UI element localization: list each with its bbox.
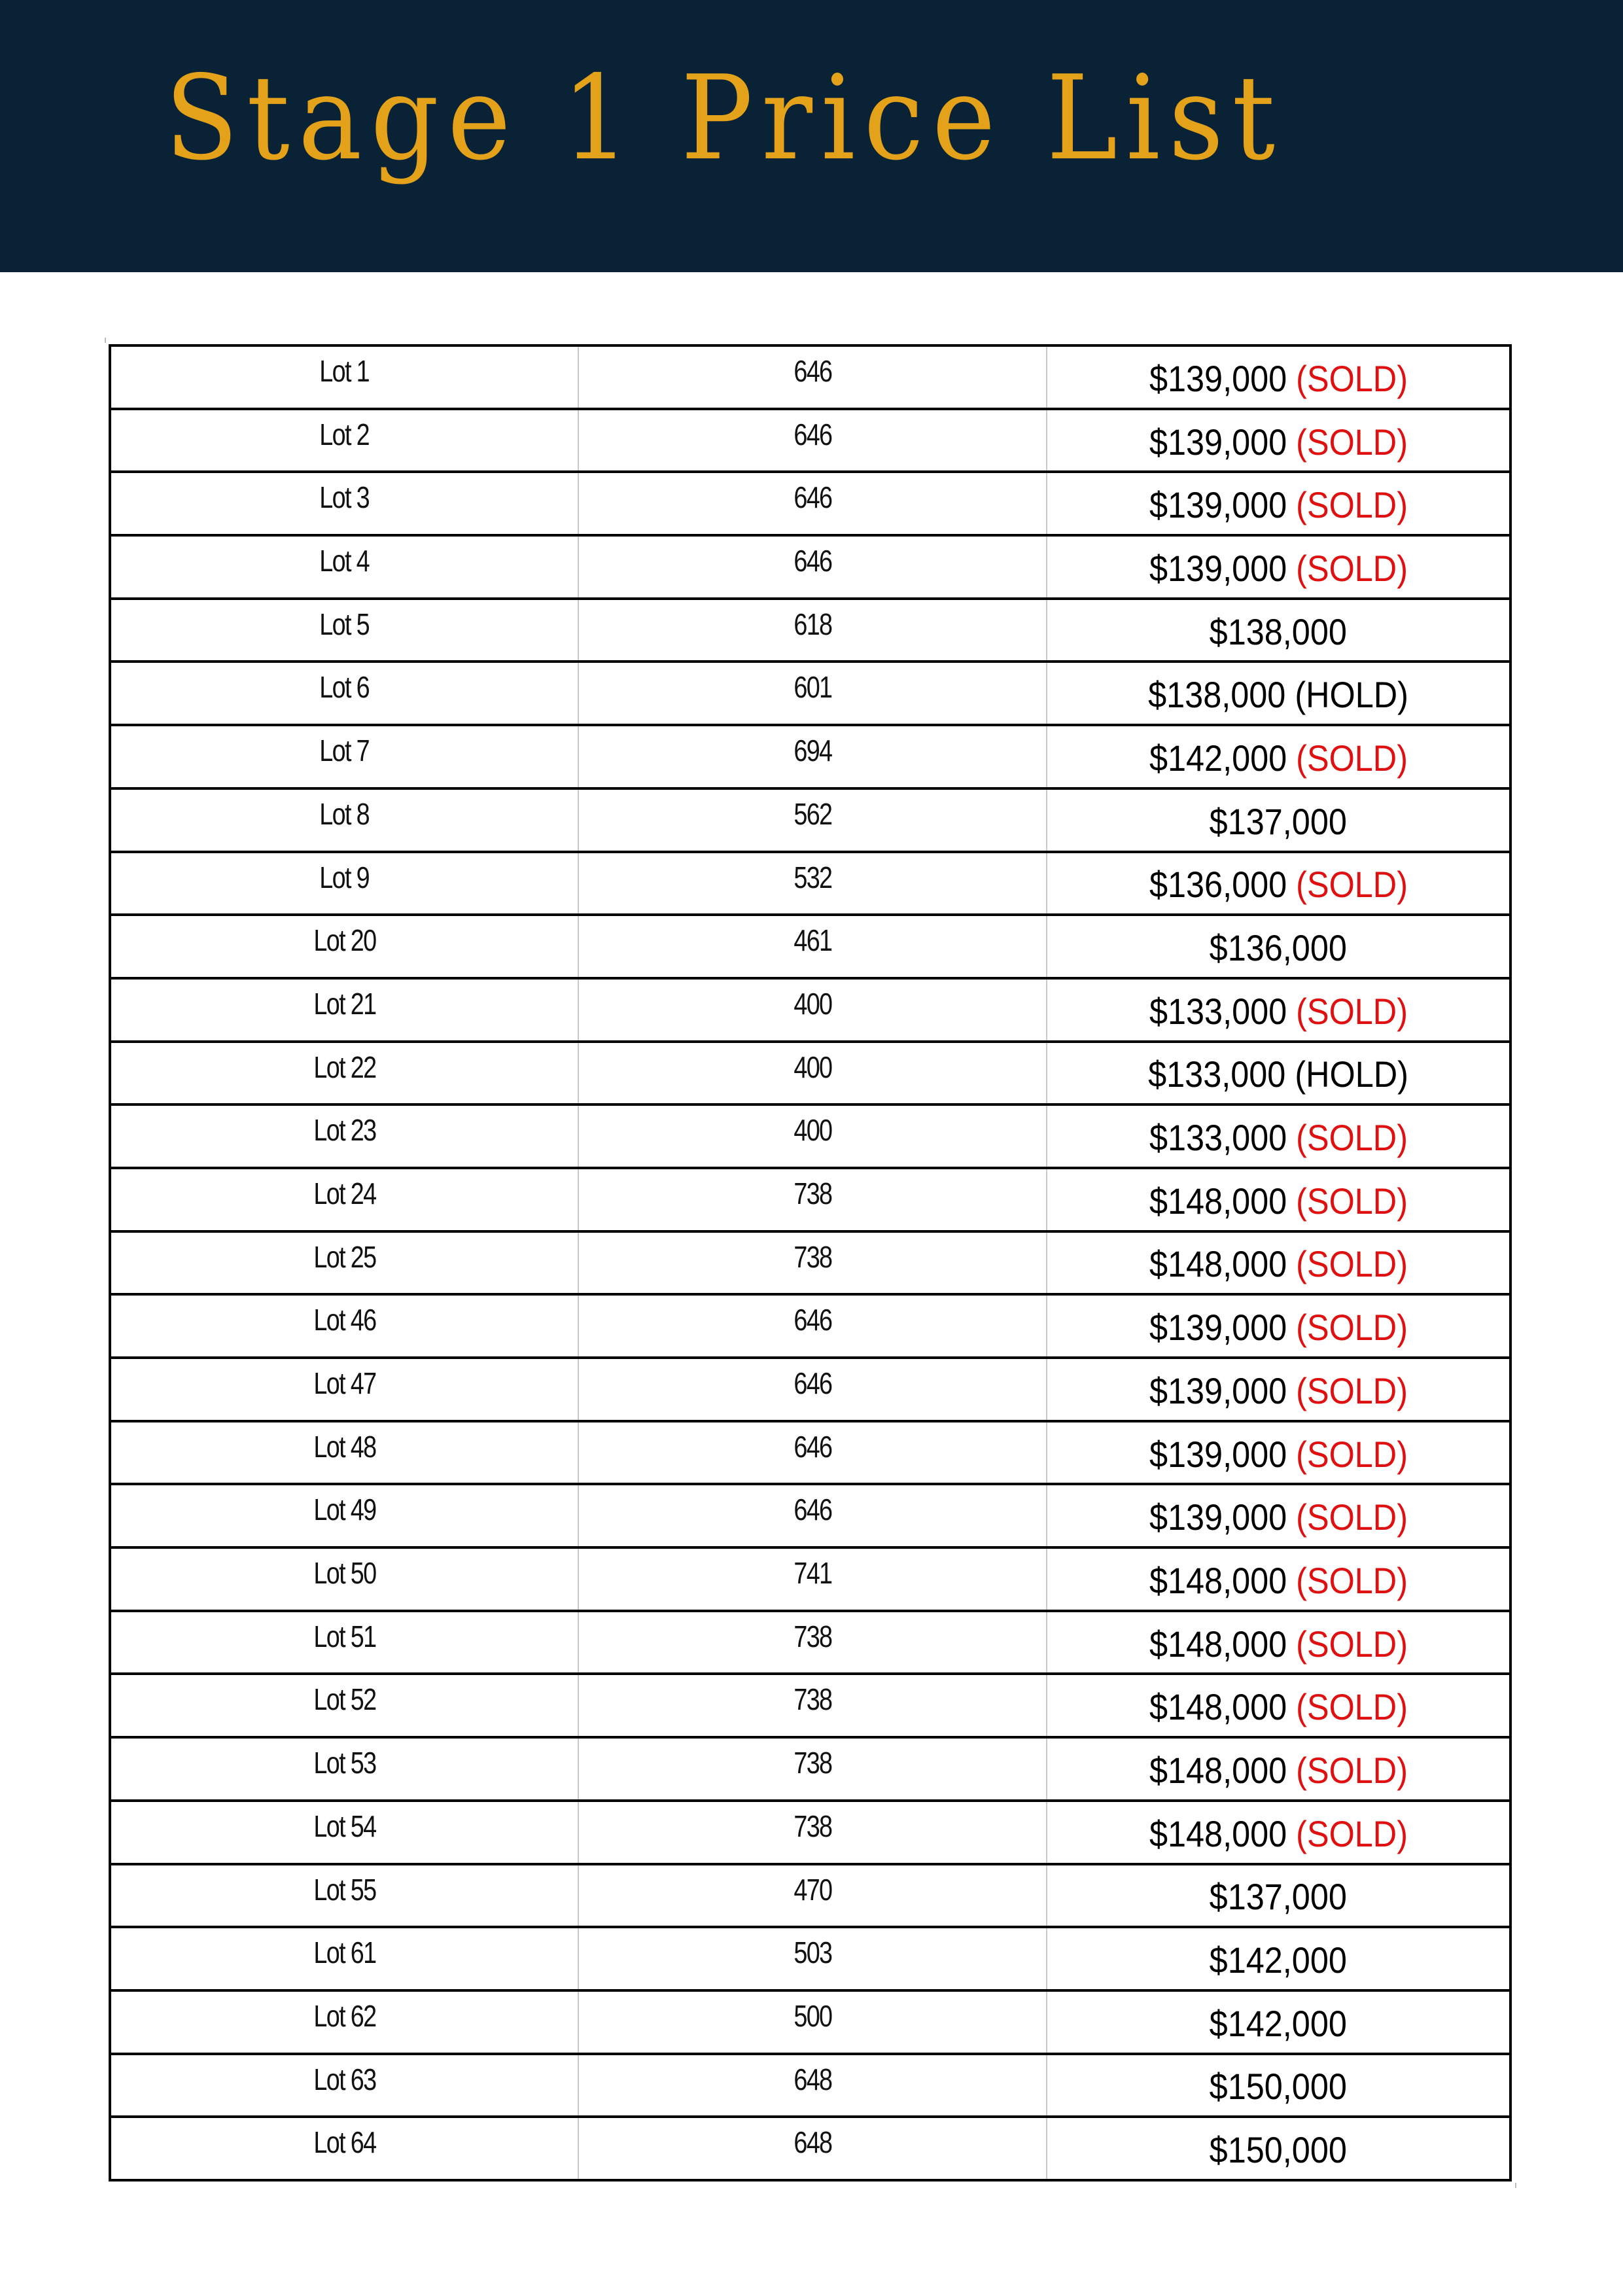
price-cell [1047,1739,1509,1799]
price-value: $138,000 [1148,674,1286,716]
size-cell [579,916,1047,977]
lot-label: Lot 1 [319,354,370,388]
price-value: $133,000 [1149,990,1287,1032]
status-badge: (SOLD) [1295,990,1408,1032]
price-cell [1047,1992,1509,2053]
lot-label: Lot 4 [319,544,370,578]
lot-label: Lot 61 [313,1935,376,1970]
lot-size: 738 [793,1619,832,1653]
price-value: $139,000 [1149,357,1287,399]
table-row [111,1422,1509,1486]
status-badge: (SOLD) [1295,547,1408,589]
status-badge: (SOLD) [1295,357,1408,399]
price-value: $136,000 [1149,864,1287,906]
lot-size: 646 [793,1429,832,1464]
table-row [111,980,1509,1043]
lot-size: 738 [793,1682,832,1717]
price-cell [1047,537,1509,597]
lot-size: 400 [793,1113,832,1148]
lot-size: 470 [793,1872,832,1907]
price-cell [1047,853,1509,914]
lot-label: Lot 6 [319,670,370,705]
table-row [111,1802,1509,1865]
price-value: $148,000 [1149,1812,1287,1854]
price-value: $139,000 [1149,1433,1287,1475]
price-value: $133,000 [1148,1053,1286,1095]
lot-cell [111,2055,579,2116]
price-cell [1047,600,1509,661]
status-badge: (SOLD) [1295,1686,1408,1728]
size-cell [579,1043,1047,1104]
lot-size: 648 [793,2062,832,2096]
crop-mark [105,338,106,343]
price-value: $139,000 [1149,421,1287,463]
table-row [111,1612,1509,1676]
price-value: $139,000 [1149,1369,1287,1411]
lot-label: Lot 46 [313,1303,376,1337]
status-badge: (SOLD) [1295,1433,1408,1475]
lot-size: 400 [793,986,832,1021]
size-cell [579,1422,1047,1483]
lot-label: Lot 49 [313,1492,376,1527]
table-row [111,1106,1509,1169]
lot-label: Lot 5 [319,607,370,641]
table-row [111,790,1509,853]
table-row [111,726,1509,790]
status-badge: (SOLD) [1295,1623,1408,1665]
lot-label: Lot 22 [313,1050,376,1084]
price-value: $137,000 [1209,800,1348,842]
lot-label: Lot 52 [313,1682,376,1717]
crop-mark [1515,2183,1516,2188]
lot-size: 562 [793,796,832,831]
lot-size: 646 [793,544,832,578]
lot-size: 400 [793,1050,832,1084]
page-title: Stage 1 Price List [165,50,1284,186]
status-badge: (SOLD) [1295,1117,1408,1159]
table-row [111,916,1509,980]
price-cell [1047,980,1509,1040]
lot-label: Lot 63 [313,2062,376,2096]
status-badge: (SOLD) [1295,864,1408,906]
lot-size: 646 [793,480,832,515]
price-cell [1047,1802,1509,1863]
lot-cell [111,726,579,787]
table-row [111,537,1509,600]
lot-cell [111,1928,579,1989]
table-row [111,410,1509,474]
lot-size: 532 [793,860,832,894]
lot-cell [111,410,579,471]
size-cell [579,1675,1047,1736]
table-row [111,600,1509,663]
price-value: $142,000 [1149,737,1287,779]
lot-cell [111,1485,579,1546]
table-row [111,1296,1509,1359]
size-cell [579,1106,1047,1167]
lot-size: 618 [793,607,832,641]
price-cell [1047,663,1509,724]
status-badge: (HOLD) [1295,1053,1408,1095]
lot-cell [111,1865,579,1926]
table-row [111,1233,1509,1296]
table-row [111,1169,1509,1233]
lot-size: 601 [793,670,832,705]
lot-label: Lot 3 [319,480,370,515]
table-row [111,1043,1509,1106]
lot-label: Lot 20 [313,923,376,958]
lot-size: 500 [793,1998,832,2033]
lot-size: 738 [793,1239,832,1274]
lot-cell [111,600,579,661]
table-row [111,2118,1509,2181]
header-banner [0,0,1623,272]
lot-size: 503 [793,1935,832,1970]
price-cell [1047,1928,1509,1989]
price-cell [1047,1485,1509,1546]
status-badge: (SOLD) [1295,484,1408,526]
table-row [111,1992,1509,2055]
price-cell [1047,2055,1509,2116]
price-cell [1047,726,1509,787]
lot-cell [111,1739,579,1799]
lot-cell [111,1612,579,1673]
price-value: $148,000 [1149,1180,1287,1222]
lot-size: 648 [793,2125,832,2160]
size-cell [579,790,1047,851]
status-badge: (SOLD) [1295,1307,1408,1349]
price-value: $139,000 [1149,1496,1287,1538]
lot-label: Lot 9 [319,860,370,894]
size-cell [579,853,1047,914]
price-cell [1047,1233,1509,1294]
lot-cell [111,1233,579,1294]
table-row [111,1359,1509,1422]
lot-label: Lot 25 [313,1239,376,1274]
lot-size: 646 [793,1366,832,1400]
size-cell [579,473,1047,534]
price-value: $142,000 [1209,2002,1348,2044]
lot-cell [111,1106,579,1167]
lot-cell [111,790,579,851]
table-row [111,1549,1509,1612]
size-cell [579,1169,1047,1230]
lot-label: Lot 24 [313,1176,376,1210]
status-badge: (SOLD) [1295,1749,1408,1791]
size-cell [579,1612,1047,1673]
status-badge: (SOLD) [1295,1812,1408,1854]
lot-cell [111,1043,579,1104]
size-cell [579,1739,1047,1799]
lot-label: Lot 21 [313,986,376,1021]
price-cell [1047,1106,1509,1167]
lot-label: Lot 51 [313,1619,376,1653]
price-cell [1047,1675,1509,1736]
lot-label: Lot 7 [319,733,370,768]
price-table [109,344,1512,2181]
lot-cell [111,1992,579,2053]
size-cell [579,1549,1047,1610]
lot-label: Lot 54 [313,1809,376,1843]
price-cell [1047,473,1509,534]
price-cell [1047,1169,1509,1230]
price-cell [1047,1549,1509,1610]
table-row [111,1675,1509,1739]
price-cell [1047,1043,1509,1104]
lot-size: 738 [793,1746,832,1780]
price-cell [1047,1612,1509,1673]
lot-cell [111,916,579,977]
size-cell [579,347,1047,408]
lot-cell [111,2118,579,2179]
size-cell [579,2118,1047,2179]
size-cell [579,1233,1047,1294]
lot-cell [111,980,579,1040]
lot-label: Lot 2 [319,417,370,451]
table-row [111,1865,1509,1929]
table-row [111,1739,1509,1802]
size-cell [579,1865,1047,1926]
lot-size: 461 [793,923,832,958]
lot-cell [111,1296,579,1356]
price-cell [1047,410,1509,471]
status-badge: (SOLD) [1295,421,1408,463]
price-value: $138,000 [1209,610,1348,652]
lot-cell [111,663,579,724]
lot-size: 646 [793,1303,832,1337]
table-row [111,663,1509,726]
lot-cell [111,473,579,534]
lot-label: Lot 8 [319,796,370,831]
size-cell [579,1802,1047,1863]
size-cell [579,410,1047,471]
price-value: $148,000 [1149,1623,1287,1665]
size-cell [579,600,1047,661]
lot-label: Lot 55 [313,1872,376,1907]
price-cell [1047,1296,1509,1356]
lot-label: Lot 48 [313,1429,376,1464]
table-row [111,1928,1509,1992]
status-badge: (SOLD) [1295,1369,1408,1411]
size-cell [579,1359,1047,1420]
price-value: $139,000 [1149,547,1287,589]
lot-cell [111,1675,579,1736]
lot-cell [111,1422,579,1483]
lot-label: Lot 23 [313,1113,376,1148]
table-row [111,473,1509,537]
size-cell [579,1296,1047,1356]
lot-label: Lot 50 [313,1556,376,1591]
lot-size: 741 [793,1556,832,1591]
price-cell [1047,1422,1509,1483]
lot-cell [111,537,579,597]
size-cell [579,663,1047,724]
table-row [111,347,1509,410]
price-value: $136,000 [1209,927,1348,969]
lot-label: Lot 62 [313,1998,376,2033]
size-cell [579,1992,1047,2053]
price-cell [1047,2118,1509,2179]
price-value: $148,000 [1149,1686,1287,1728]
lot-cell [111,1359,579,1420]
status-badge: (HOLD) [1295,674,1408,716]
lot-size: 738 [793,1809,832,1843]
size-cell [579,1928,1047,1989]
price-cell [1047,1359,1509,1420]
table-row [111,2055,1509,2119]
lot-label: Lot 47 [313,1366,376,1400]
size-cell [579,2055,1047,2116]
price-cell [1047,790,1509,851]
lot-size: 738 [793,1176,832,1210]
price-value: $139,000 [1149,484,1287,526]
price-value: $139,000 [1149,1307,1287,1349]
price-value: $150,000 [1209,2066,1348,2108]
status-badge: (SOLD) [1295,1243,1408,1285]
price-value: $148,000 [1149,1559,1287,1601]
lot-cell [111,1549,579,1610]
lot-size: 646 [793,354,832,388]
price-value: $133,000 [1149,1117,1287,1159]
status-badge: (SOLD) [1295,1496,1408,1538]
size-cell [579,537,1047,597]
status-badge: (SOLD) [1295,1559,1408,1601]
price-cell [1047,916,1509,977]
lot-label: Lot 53 [313,1746,376,1780]
lot-size: 646 [793,1492,832,1527]
price-value: $148,000 [1149,1749,1287,1791]
price-cell [1047,1865,1509,1926]
price-value: $142,000 [1209,1939,1348,1981]
status-badge: (SOLD) [1295,737,1408,779]
price-value: $150,000 [1209,2129,1348,2171]
size-cell [579,980,1047,1040]
table-row [111,853,1509,917]
lot-size: 694 [793,733,832,768]
lot-cell [111,1802,579,1863]
lot-cell [111,853,579,914]
price-cell [1047,347,1509,408]
price-value: $148,000 [1149,1243,1287,1285]
size-cell [579,726,1047,787]
lot-cell [111,347,579,408]
status-badge: (SOLD) [1295,1180,1408,1222]
lot-label: Lot 64 [313,2125,376,2160]
lot-cell [111,1169,579,1230]
table-row [111,1485,1509,1549]
size-cell [579,1485,1047,1546]
price-value: $137,000 [1209,1876,1348,1918]
lot-size: 646 [793,417,832,451]
